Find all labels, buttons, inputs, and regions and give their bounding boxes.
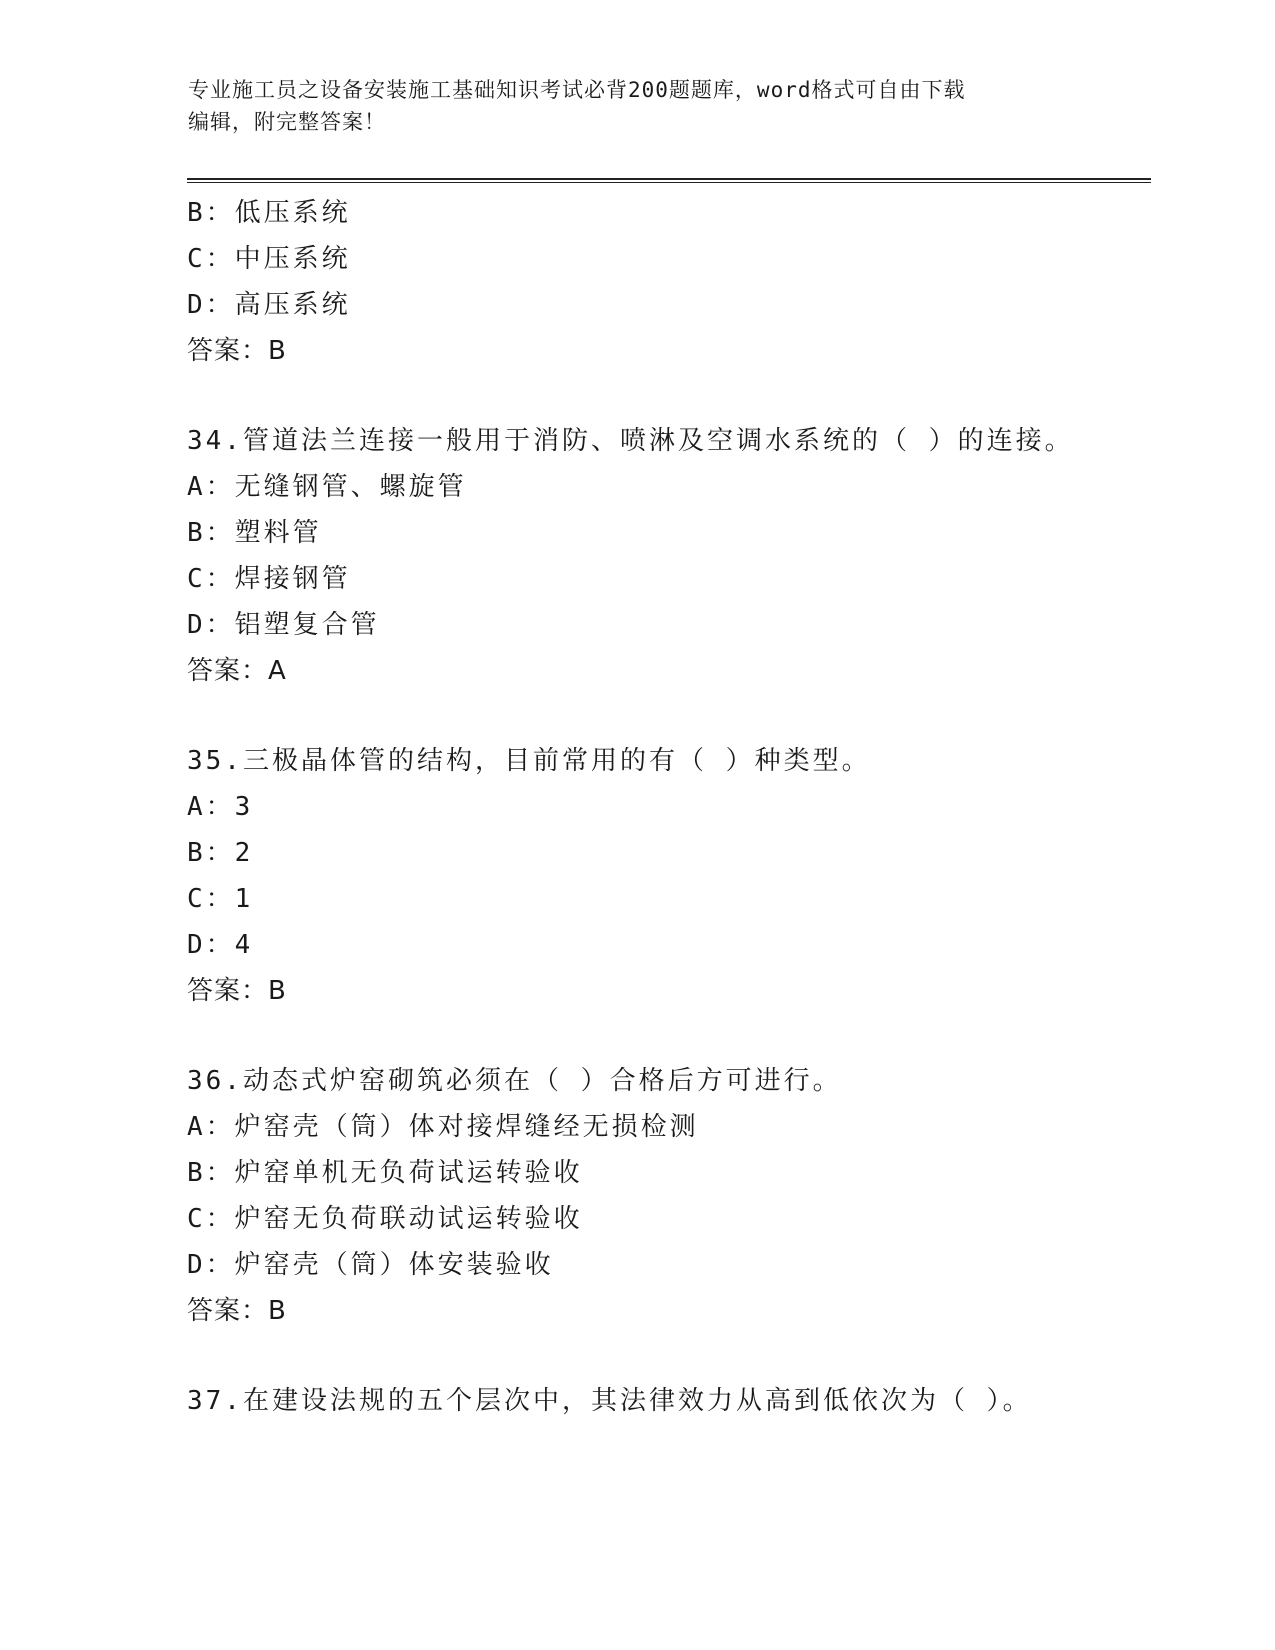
- answer-line: 答案：A: [187, 656, 287, 686]
- document-header: [188, 74, 1088, 138]
- option-c: C：焊接钢管: [187, 564, 351, 594]
- question-33-continued: [187, 190, 1167, 374]
- divider-line-thin: [187, 182, 1151, 183]
- answer-line: 答案：B: [187, 976, 287, 1006]
- question-title: 36.动态式炉窑砌筑必须在（ ）合格后方可进行。: [187, 1066, 842, 1096]
- divider-line-thick: [187, 178, 1151, 180]
- option-a: A：3: [187, 792, 254, 822]
- spacer: [187, 1014, 1167, 1058]
- option-c: C：1: [187, 884, 254, 914]
- answer-line: 答案：B: [187, 336, 287, 366]
- spacer: [187, 694, 1167, 738]
- answer-line: 答案：B: [187, 1296, 287, 1326]
- option-b: B：塑料管: [187, 518, 322, 548]
- header-title-line-1: 专业施工员之设备安装施工基础知识考试必背200题题库，word格式可自由下载: [188, 78, 966, 102]
- question-title: 37.在建设法规的五个层次中，其法律效力从高到低依次为（ ）。: [187, 1386, 1032, 1416]
- option-a: A：无缝钢管、螺旋管: [187, 472, 467, 502]
- question-37: [187, 1378, 1167, 1424]
- option-d: D：铝塑复合管: [187, 610, 380, 640]
- option-c: C：中压系统: [187, 244, 351, 274]
- header-title-line-2: 编辑，附完整答案！: [188, 110, 386, 134]
- header-divider: [187, 178, 1151, 184]
- question-35: [187, 738, 1167, 1014]
- option-c: C：炉窑无负荷联动试运转验收: [187, 1204, 583, 1234]
- question-36: [187, 1058, 1167, 1334]
- question-34: [187, 418, 1167, 694]
- option-b: B：2: [187, 838, 254, 868]
- spacer: [187, 1334, 1167, 1378]
- question-list: [187, 190, 1167, 1424]
- question-title: 35.三极晶体管的结构，目前常用的有（ ）种类型。: [187, 746, 871, 776]
- option-d: D：炉窑壳（筒）体安装验收: [187, 1250, 554, 1280]
- question-title: 34.管道法兰连接一般用于消防、喷淋及空调水系统的（ ）的连接。: [187, 426, 1074, 456]
- option-b: B：低压系统: [187, 198, 351, 228]
- option-d: D：4: [187, 930, 254, 960]
- spacer: [187, 374, 1167, 418]
- option-a: A：炉窑壳（筒）体对接焊缝经无损检测: [187, 1112, 699, 1142]
- option-d: D：高压系统: [187, 290, 351, 320]
- option-b: B：炉窑单机无负荷试运转验收: [187, 1158, 583, 1188]
